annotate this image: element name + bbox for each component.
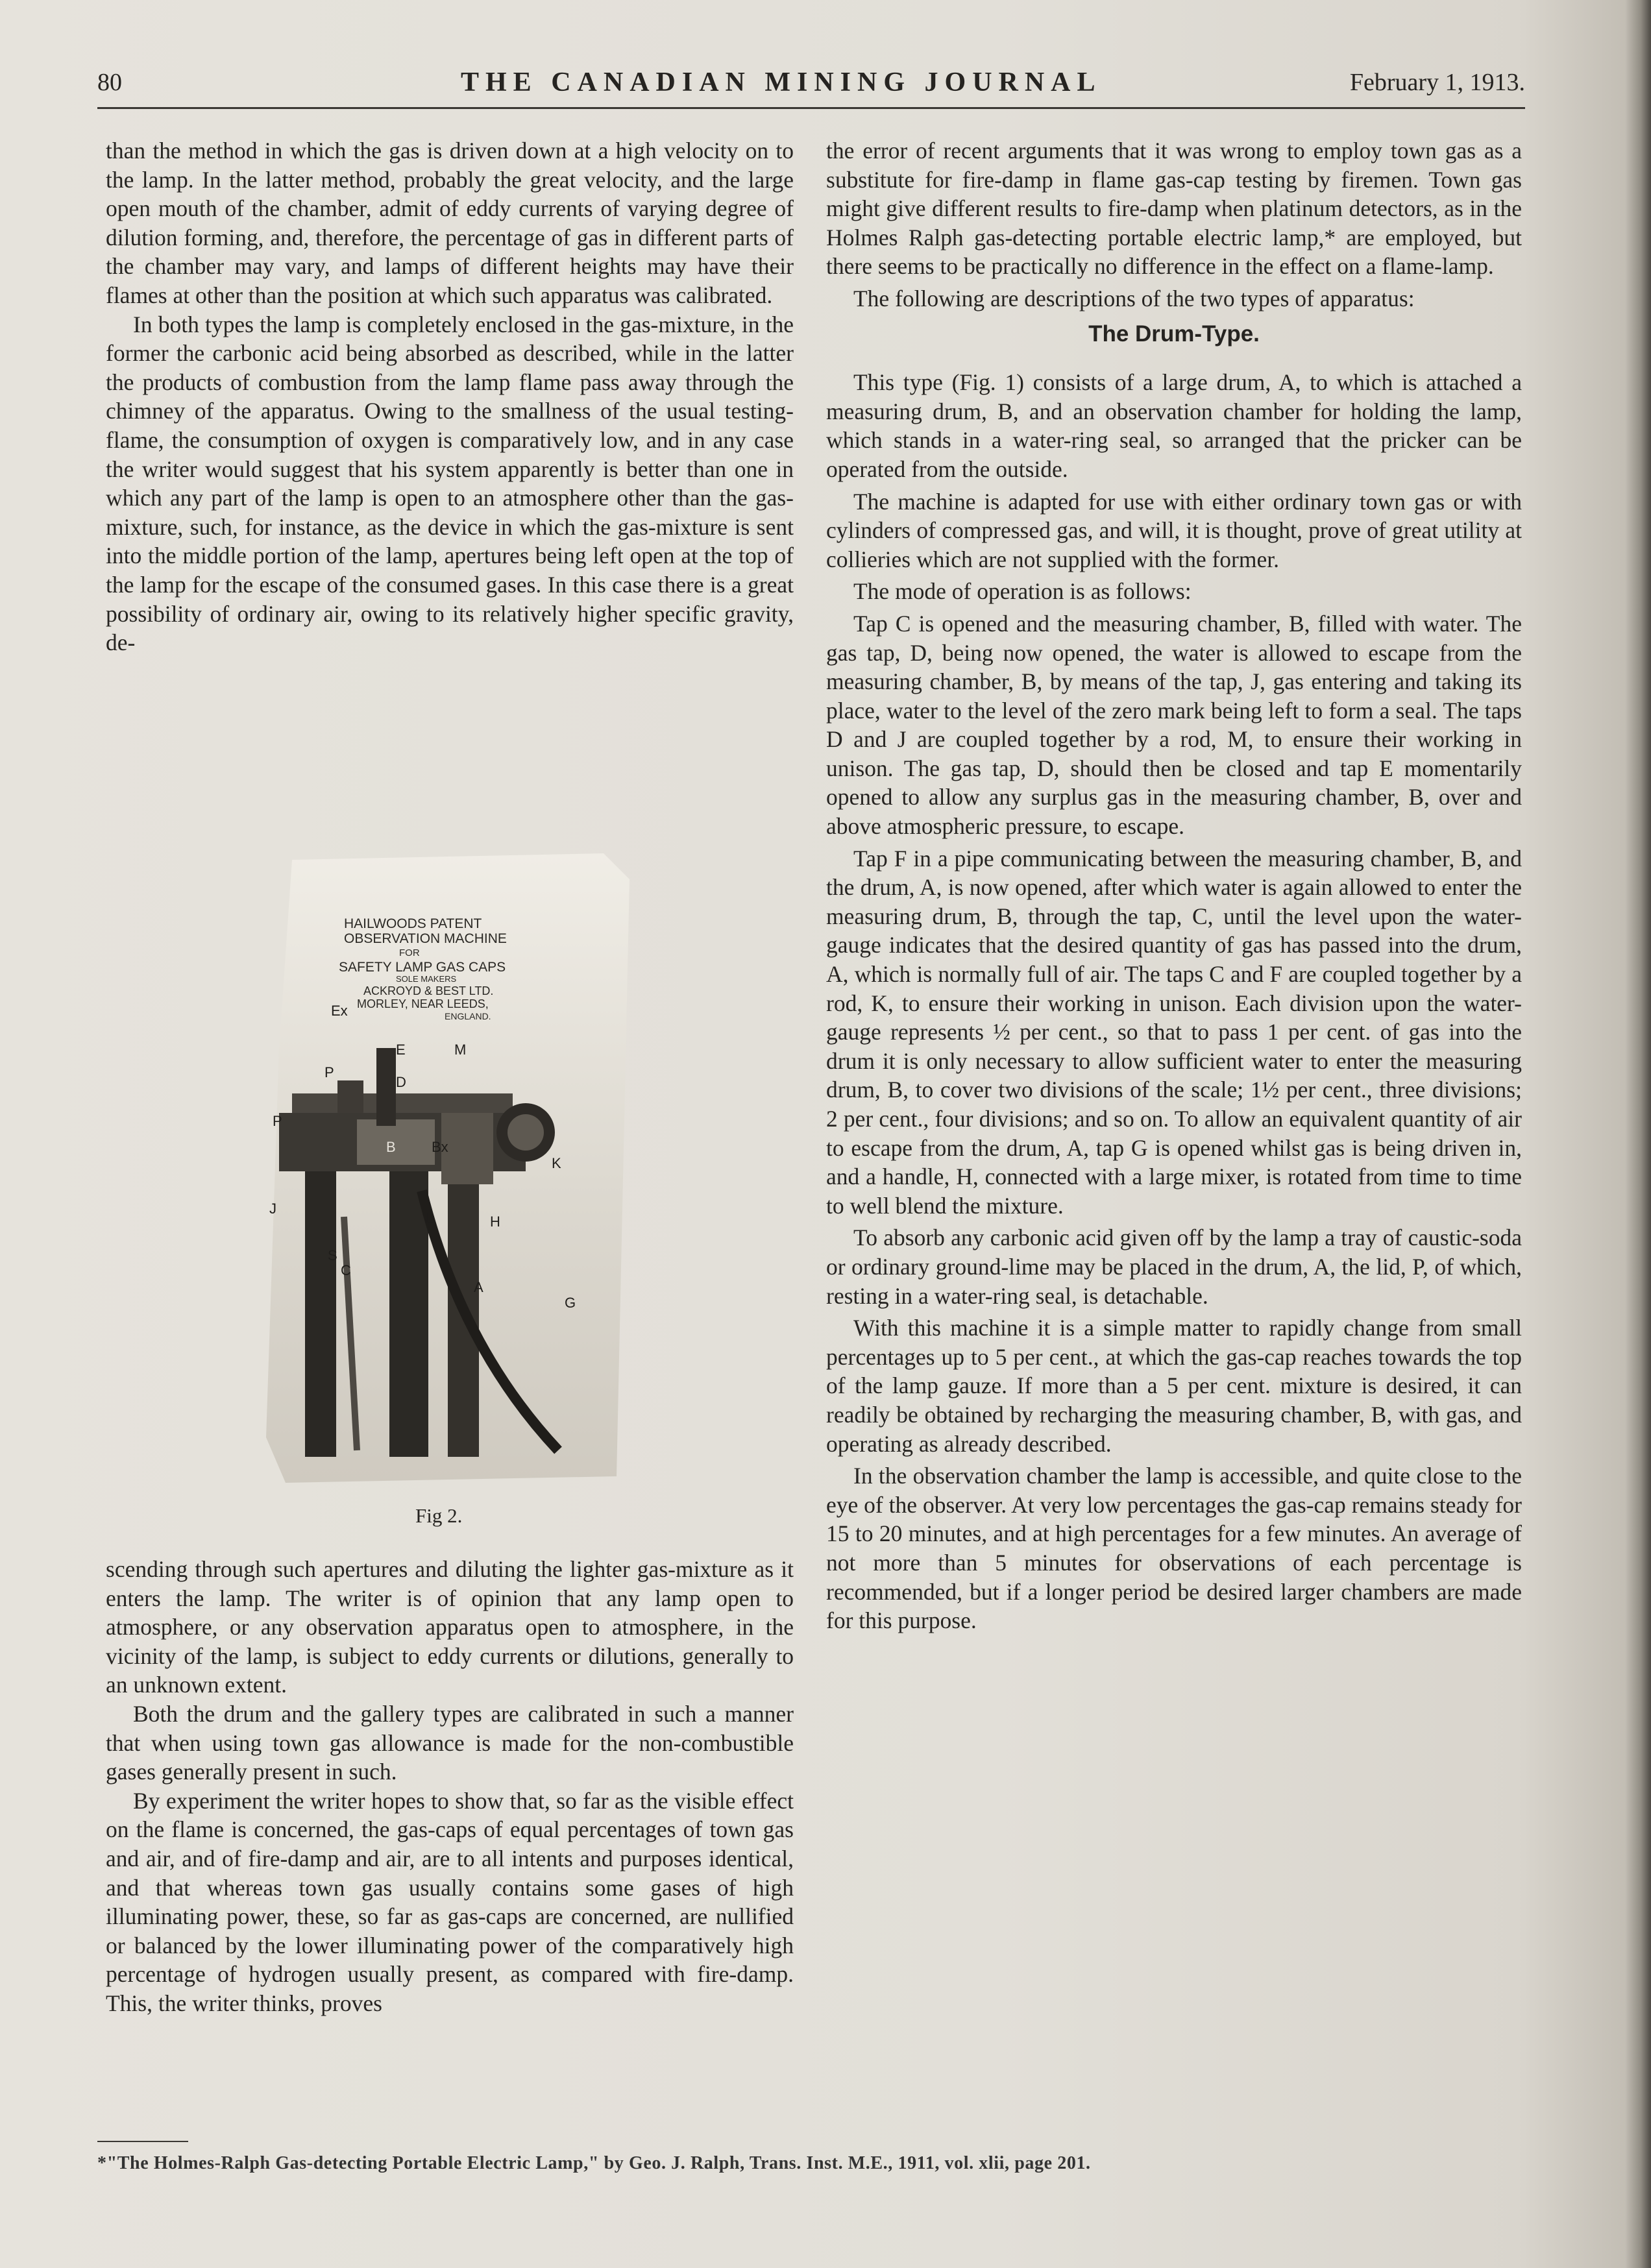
observation-machine-photo [266, 853, 630, 1483]
fig-label-b: B [386, 1139, 396, 1155]
paragraph: With this machine it is a simple matter to rapidly change from small percentages up to 5 per cent., at which the gas-cap reaches towards the top of the lamp gauze. If more than a 5 per cent. mixture is desired, it can readily be obtained by recharging the measuring chamber, B, with gas, and operating as already described. [826, 1315, 1522, 1457]
issue-date: February 1, 1913. [1349, 69, 1525, 96]
right-column [826, 136, 1522, 1639]
fig-label-j: J [269, 1201, 276, 1217]
fig-label-d: D [396, 1074, 406, 1090]
plate-line: ACKROYD & BEST LTD. [363, 984, 494, 997]
footnote: *"The Holmes-Ralph Gas-detecting Portable Electric Lamp," by Geo. J. Ralph, Trans. Inst. M.E., 1911, vol. xlii, page 201. [97, 2153, 1091, 2173]
left-column-top [106, 136, 794, 657]
plate-line: ENGLAND. [445, 1011, 491, 1021]
paragraph: In the observation chamber the lamp is accessible, and quite close to the eye of the observer. At very low percentages the gas-cap remains steady for 15 to 20 minutes, and at high percentages for a few minutes. An average of not more than 5 minutes for observations of each percentage is recommended, but if a longer period be desired larger chambers are made for this purpose. [826, 1463, 1522, 1634]
paragraph: scending through such apertures and diluting the lighter gas-mixture as it enters the lamp. The writer is of opinion that any lamp open to atmosphere, or any observation apparatus open to atmosphere, in the vicinity of the lamp, is subject to eddy currents or dilutions, generally to an unknown extent. [106, 1556, 794, 1698]
paragraph: Tap F in a pipe communicating between the measuring chamber, B, and the drum, A, is now opened, after which water is again allowed to enter the measuring drum, B, through the tap, C, until the level upon the water-gauge indicates that the desired quantity of gas has passed into the drum, A, which is normally full of air. The taps C and F are coupled together by a rod, K, to ensure their working in unison. Each division upon the water-gauge represents ½ per cent., so that to pass 1 per cent. of gas into the drum it is only necessary to allow sufficient water to enter the measuring drum, B, to cover two divisions of the scale; 1½ per cent., three divisions; 2 per cent., four divisions; and so on. To allow an equivalent quantity of air to escape from the drum, A, tap G is opened whilst gas is being driven in, and a handle, H, connected with a large mixer, is rotated from time to time to well blend the mixture. [826, 845, 1522, 1219]
fig-label-k: K [552, 1155, 561, 1171]
paragraph: To absorb any carbonic acid given off by the lamp a tray of caustic-soda or ordinary ground-lime may be placed in the drum, A, the lid, P, of which, resting in a water-ring seal, is detachable. [826, 1225, 1522, 1309]
fig-label-p2: P [273, 1113, 282, 1129]
plate-line: FOR [399, 947, 420, 958]
plate-line: SOLE MAKERS [396, 974, 457, 984]
plate-line: HAILWOODS PATENT [344, 916, 482, 931]
page-number: 80 [97, 69, 122, 96]
fig-label-c: C [341, 1262, 351, 1278]
footnote-rule [97, 2141, 188, 2142]
fig-label-m: M [454, 1042, 467, 1058]
fig-label-bx: Bx [432, 1139, 448, 1155]
section-heading: The Drum-Type. [1088, 321, 1260, 347]
plate-line: MORLEY, NEAR LEEDS, [357, 997, 489, 1010]
running-header [97, 62, 1525, 107]
paragraph: Both the drum and the gallery types are calibrated in such a manner that when using town gas allowance is made for the non-combustible gases generally present in such. [106, 1700, 794, 1785]
fig-label-p: P [324, 1064, 334, 1080]
paragraph: By experiment the writer hopes to show that, so far as the visible effect on the flame is concerned, the gas-caps of equal percentages of town gas and air, and of fire-damp and air, are to all intents and purposes identical, and that whereas town gas usually contains some gases of high illuminating power, these, so far as gas-caps are concerned, are nullified or balanced by the lower illuminating power of the comparatively high percentage of hydrogen usually present, as compared with fire-damp. This, the writer thinks, proves [106, 1787, 794, 2016]
paragraph: This type (Fig. 1) consists of a large drum, A, to which is attached a measuring drum, B, and an observation chamber for holding the lamp, which stands in a water-ring seal, so arranged that the pricker can be operated from the outside. [826, 369, 1522, 482]
plate-line: OBSERVATION MACHINE [344, 931, 507, 946]
fig-label-e: E [396, 1042, 406, 1058]
paragraph: The mode of operation is as follows: [853, 578, 1192, 605]
paragraph: The following are descriptions of the two types of apparatus: [853, 285, 1415, 311]
paragraph: The machine is adapted for use with either ordinary town gas or with cylinders of compressed gas, and will, it is thought, prove of great utility at collieries which are not supplied with the former. [826, 488, 1522, 572]
figure-2 [266, 853, 630, 1483]
fig-label-h: H [490, 1213, 500, 1230]
paragraph: the error of recent arguments that it was wrong to employ town gas as a substitute for fire-damp in flame gas-cap testing by firemen. Town gas might give different results to fire-damp when platinum detectors, as in the Holmes Ralph gas-detecting portable electric lamp,* are employed, but there seems to be practically no difference in the effect on a flame-lamp. [826, 138, 1522, 280]
fig-label-l: L [425, 1210, 434, 1226]
paragraph: In both types the lamp is completely enclosed in the gas-mixture, in the former the carbonic acid being absorbed as described, while in the latter the products of combustion from the lamp flame pass away through the chimney of the apparatus. Owing to the smallness of the usual testing-flame, the consumption of oxygen is comparatively low, and in any case the writer would suggest that his system apparently is better than one in which any part of the lamp is open to an atmosphere other than the gas-mixture, such, for instance, as the device in which the gas-mixture is sent into the middle portion of the lamp, apertures being left open at the top of the lamp for the escape of the consumed gases. In this case there is a great possibility of ordinary air, owing to its relatively higher specific gravity, de- [106, 311, 794, 656]
figure-caption: Fig 2. [415, 1504, 463, 1527]
fig-label-g: G [565, 1295, 576, 1311]
paragraph: than the method in which the gas is driven down at a high velocity on to the lamp. In the latter method, probably the great velocity, and the large open mouth of the chamber, admit of eddy currents of varying degree of dilution forming, and, therefore, the percentage of gas in different parts of the chamber may vary, and lamps of different heights may have their flames at other than the position at which such apparatus was calibrated. [106, 138, 794, 308]
page-edge-shadow [1625, 0, 1651, 2268]
journal-title: THE CANADIAN MINING JOURNAL [461, 67, 1102, 97]
left-column-bottom [106, 1555, 794, 2018]
header-rule [97, 107, 1525, 109]
paragraph: Tap C is opened and the measuring chamber, B, filled with water. The gas tap, D, being now opened, the water is allowed to escape from the measuring chamber, B, by means of the tap, J, gas entering and taking its place, water to the level of the zero mark being left to form a seal. The taps D and J are coupled together by a rod, M, to ensure their working in unison. The gas tap, D, should then be closed and tap E momentarily opened to allow any surplus gas in the measuring chamber, B, over and above atmospheric pressure, to escape. [826, 610, 1522, 840]
fig-label-s: S [328, 1247, 337, 1263]
fig-label-ex: Ex [331, 1003, 348, 1019]
fig-label-a: A [474, 1279, 483, 1295]
plate-line: SAFETY LAMP GAS CAPS [339, 960, 506, 975]
